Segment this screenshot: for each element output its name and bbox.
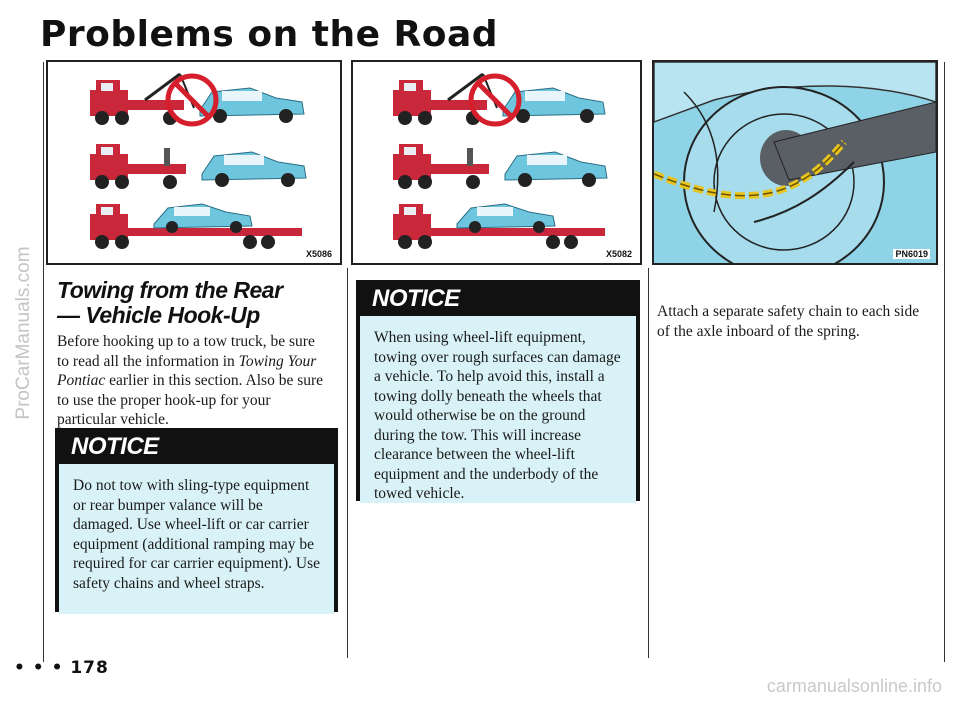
column-rule-mid-1 (347, 268, 348, 658)
notice-text-1: Do not tow with sling-type equipment or rear bumper valance will be damaged. Use wheel-lift or car carrier equipment (additional ramping may be required for car carrier equipment). Use safety chains and wheel straps. (59, 464, 334, 614)
column-rule-left (43, 62, 44, 662)
bottom-watermark: carmanualsonline.info (766, 676, 942, 696)
page-number: • • • 178 (14, 658, 109, 678)
figure-code-2: X5082 (605, 249, 632, 259)
intro-text-end: earlier in this section. Also be sure to use the proper hook-up for your particular vehicle. (57, 372, 324, 428)
figure-safety-chain (652, 60, 938, 265)
notice-box-wheel-lift (356, 280, 640, 501)
side-watermark: ProCarManuals.com (13, 246, 34, 420)
safety-chain-paragraph: Attach a separate safety chain to each side of the axle inboard of the spring. (657, 303, 920, 340)
safety-chain-illustration (654, 62, 936, 263)
figure-towing-methods-1 (46, 60, 342, 265)
towing-methods-illustration-2 (353, 62, 640, 263)
column-rule-mid-2 (648, 268, 649, 658)
notice-title-2: NOTICE (372, 285, 460, 312)
column-rule-right (944, 62, 945, 662)
towing-methods-illustration (48, 62, 340, 263)
page-title: Problems on the Road (40, 14, 499, 55)
intro-paragraph (57, 332, 327, 430)
notice-box-sling (55, 428, 338, 612)
section-heading: Towing from the Rear— Vehicle Hook-Up (57, 277, 283, 328)
figure-code-3: PN6019 (895, 249, 928, 259)
notice-title-1: NOTICE (71, 433, 159, 460)
intro-text-italic: Towing Your Pontiac (57, 352, 317, 389)
intro-text-start: Before hooking up to a tow truck, be sure to read all the information in (57, 333, 315, 370)
figure-code-1: X5086 (305, 249, 332, 259)
notice-text-2: When using wheel-lift equipment, towing over rough surfaces can damage a vehicle. To help avoid this, install a towing dolly beneath the wheels that would otherwise be on the ground during the tow. This will increase clearance between the wheel-lift equipment and the underbody of the towed vehicle. (360, 316, 636, 503)
figure-towing-methods-2 (351, 60, 642, 265)
